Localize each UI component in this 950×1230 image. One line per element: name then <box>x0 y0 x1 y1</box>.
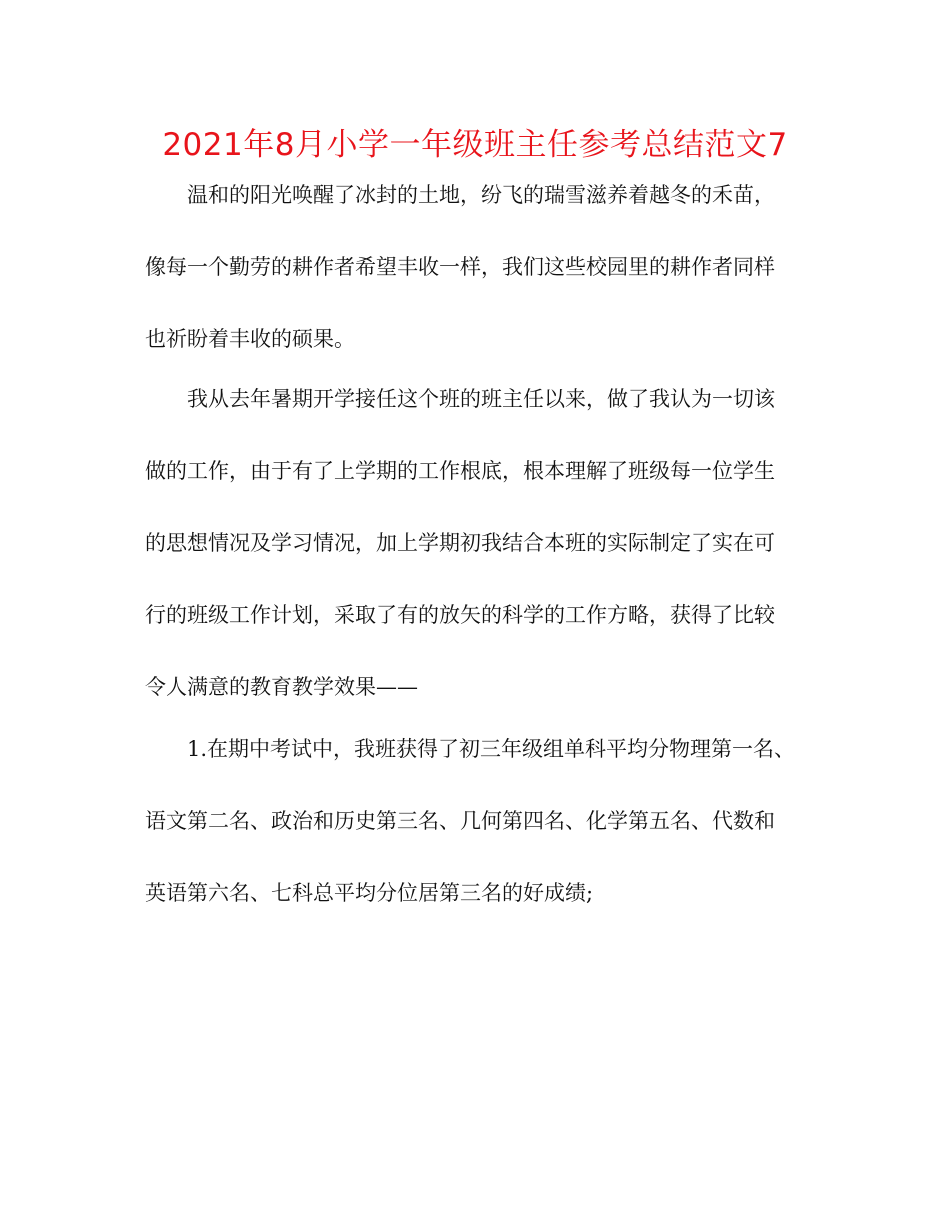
paragraph-2-line-2: 做的工作，由于有了上学期的工作根底，根本理解了班级每一位学生 <box>145 459 775 483</box>
paragraph-2-line-3: 的思想情况及学习情况，加上学期初我结合本班的实际制定了实在可 <box>145 531 775 555</box>
paragraph-3-line-2: 语文第二名、政治和历史第三名、几何第四名、化学第五名、代数和 <box>145 809 775 833</box>
paragraph-3-line-1: 1.在期中考试中，我班获得了初三年级组单科平均分物理第一名、 <box>187 737 796 761</box>
document-title: 2021年8月小学一年级班主任参考总结范文7 <box>162 127 788 163</box>
paragraph-2-line-1: 我从去年暑期开学接任这个班的班主任以来，做了我认为一切该 <box>187 387 775 411</box>
paragraph-1-line-2: 像每一个勤劳的耕作者希望丰收一样，我们这些校园里的耕作者同样 <box>145 255 775 279</box>
paragraph-2-line-4: 行的班级工作计划，采取了有的放矢的科学的工作方略，获得了比较 <box>145 603 775 627</box>
paragraph-3-line-3: 英语第六名、七科总平均分位居第三名的好成绩; <box>145 881 594 905</box>
paragraph-2-line-5: 令人满意的教育教学效果—— <box>145 675 418 699</box>
paragraph-1-line-3: 也祈盼着丰收的硕果。 <box>145 327 355 351</box>
paragraph-1-line-1: 温和的阳光唤醒了冰封的土地，纷飞的瑞雪滋养着越冬的禾苗， <box>187 183 775 207</box>
